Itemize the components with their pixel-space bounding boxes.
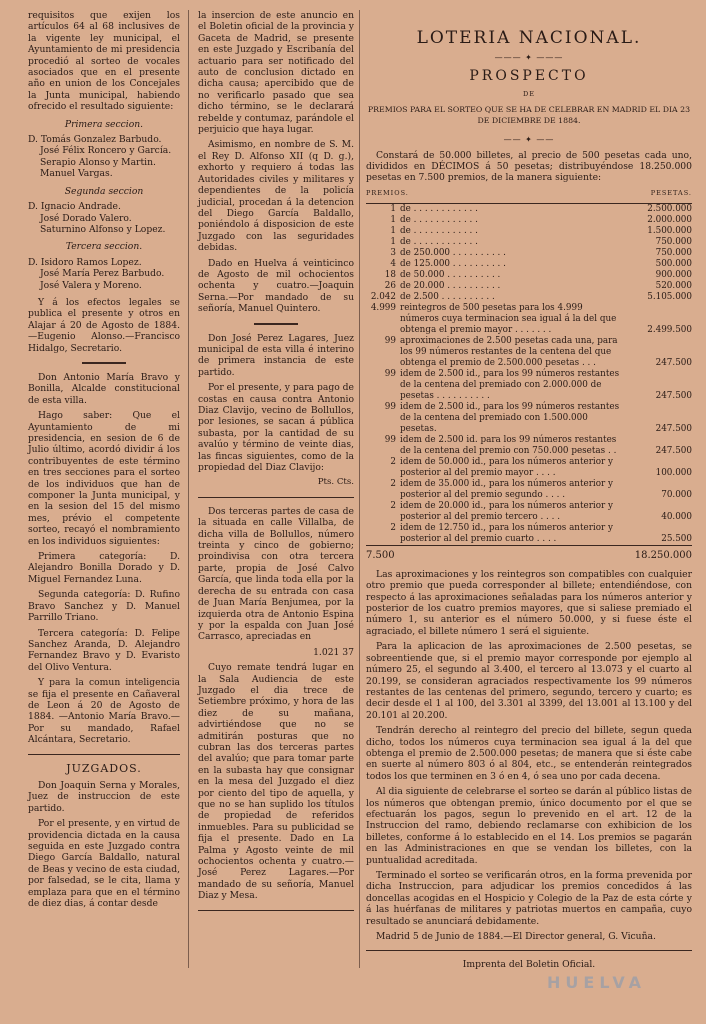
prize-description: de . . . . . . . . . . . . — [400, 214, 478, 225]
paragraph: Para la aplicacion de las aproximaciones de 2.500 pesetas, se sobreentiende que, si el premio mayor corresponde por ejemplo al número 25, el segundo al 3.400, el tercero al 13.073 y el cuarto al 20.199, se consideran agraciados respectivamente los 99 números restantes de las centenas del primero, segundo, tercero y cuarto; es decir desde el 1 al 100, del 3.301 al 3399, del 13.001 al 13.100 y del 20.101 al 20.200. — [366, 641, 692, 721]
paragraph: Terminado el sorteo se verificarán otros, en la forma prevenida por dicha Instruccion, para adjudicar los premios concedidos á las doncellas acogidas en el Hospicio y Colegio de la Paz de esta córte y á las huérfanas de militares y patriotas muertos en campaña, cuyo resultado se anunciará debidamente. — [366, 870, 692, 927]
name-list — [28, 134, 180, 180]
prize-description: aproximaciones de 2.500 pesetas cada una, para los 99 números restantes de la centena del que obtenga el premio de 2.500.000 pesetas . . . — [400, 335, 618, 368]
table-row — [366, 226, 692, 237]
prize-count: 2 — [390, 500, 396, 511]
paragraph: la insercion de este anuncio en el Boletin oficial de la provincia y Gaceta de Madrid, se presente en este Juzgado y Escribanía del actuario para ser notificado del auto de conclusion dictado en dicha causa; apercibido que de no verificarlo pasado que sea dicho término, se le declarará rebelde y contumaz, parándole el perjuicio que haya lugar. — [198, 10, 354, 136]
prize-count: 2.042 — [370, 291, 396, 302]
table-row — [366, 292, 692, 303]
prize-count: 26 — [384, 280, 396, 291]
prize-description: idem de 2.500 id., para los 99 números restantes de la centena del premiado con 1.500.000 pesetas. — [400, 401, 620, 434]
prize-amount: 750.000 — [655, 236, 692, 247]
prize-count: 4 — [390, 258, 396, 269]
column-1 — [28, 10, 180, 913]
section-rule — [198, 497, 354, 498]
paragraph: Segunda categoría: D. Rufino Bravo Sanchez y D. Manuel Parrillo Triano. — [28, 589, 180, 624]
prize-amount: 500.000 — [655, 258, 692, 269]
appraisal-amount: 1.021 37 — [313, 646, 354, 658]
section-title-juzgados: JUZGADOS. — [66, 761, 142, 775]
prize-amount: 900.000 — [655, 269, 692, 280]
prize-description: de . . . . . . . . . . . . — [400, 203, 478, 214]
paragraph: Dado en Huelva á veinticinco de Agosto de mil ochocientos ochenta y cuatro.—Joaquin Serna.—Por mandado de su señoría, Manuel Quintero. — [198, 257, 354, 315]
paragraph: Asimismo, en nombre de S. M. el Rey D. Alfonso XII (q D. g.), exhorto y requiero á todas las Autoridades civiles y militares y dependientes de la policía judicial, procedan á la detencion del Diego García Baldallo, poniéndolo á disposicion de este Juzgado con las seguridades debidas. — [198, 139, 354, 254]
section-rule — [366, 950, 692, 951]
table-row — [366, 259, 692, 270]
separator — [254, 323, 298, 325]
archive-watermark: HUELVA — [547, 972, 646, 992]
name-list — [28, 257, 180, 291]
prize-amount: 5.105.000 — [647, 291, 692, 302]
list-item: José María Perez Barbudo. — [40, 268, 165, 280]
header-premios: PREMIOS. — [366, 188, 622, 204]
prize-description: idem de 12.750 id., para los números anterior y posterior al del premio cuarto . . . . — [400, 522, 614, 544]
paragraph: Y á los efectos legales se publica el presente y otros en Alajar á 20 de Agosto de 1884.—Eugenio Alonso.—Francisco Hidalgo, Secretario. — [28, 296, 180, 354]
column-divider — [188, 10, 189, 968]
prize-amount: 2.499.500 — [647, 324, 692, 335]
header-pesetas: PESETAS. — [622, 188, 692, 204]
prize-count: 1 — [390, 225, 396, 236]
paragraph: Primera categoría: D. Alejandro Bonilla Dorado y D. Miguel Fernandez Luna. — [28, 551, 180, 585]
table-row — [366, 501, 692, 523]
paragraph: requisitos que exijen los artículos 64 al 68 inclusives de la vigente ley municipal, el Ayuntamiento de mi presidencia procedió al sorteo de vocales asociados que en el presente año en union de los Concejales la Junta municipal, habiendo ofrecido el resultado siguiente: — [28, 10, 180, 113]
paragraph: Don Joaquin Serna y Morales, Juez de instruccion de este partido. — [28, 779, 180, 814]
table-total-row — [366, 545, 692, 561]
section-rule — [198, 910, 354, 911]
prize-count: 1 — [390, 214, 396, 225]
table-row — [366, 281, 692, 292]
prize-count: 18 — [384, 269, 396, 280]
prize-amount: 40.000 — [661, 511, 692, 522]
prize-count: 99 — [384, 434, 396, 445]
table-row — [366, 215, 692, 226]
table-row — [366, 270, 692, 281]
list-item: José Valera y Moreno. — [40, 279, 142, 291]
table-header — [366, 188, 692, 204]
table-row — [366, 523, 692, 546]
list-item: Serapio Alonso y Martin. — [40, 156, 156, 168]
column-2 — [198, 10, 354, 919]
paragraph: Por el presente, y en virtud de providencia dictada en la causa seguida en este Juzgado contra Diego García Baldallo, natural de Beas y vecino de esta ciudad, por falsedad, se le cita, llama y emplaza para que en el término de diez dias, á contar desde — [28, 818, 180, 910]
prize-amount: 2.000.000 — [647, 214, 692, 225]
paragraph: Tendrán derecho al reintegro del precio del billete, segun queda dicho, todos los números cuya terminacion sea igual á la del que obtenga el premio de 2.500.000 pesetas; de manera que si éste cabe en suerte al número 803 ó al 804, etc., se entenderán reintegrados todos los que terminen en 3 ó en 4, ó sea uno por cada decena. — [366, 725, 692, 782]
prize-amount: 25.500 — [661, 533, 692, 544]
prize-description: de 250.000 . . . . . . . . . . — [400, 247, 506, 258]
prize-amount: 750.000 — [655, 247, 692, 258]
total-amount: 18.250.000 — [622, 545, 692, 561]
signature-line: Madrid 5 de Junio de 1884.—El Director general, G. Vicuña. — [376, 931, 656, 943]
paragraph: Por el presente, y para pago de costas en causa contra Antonio Diaz Clavijo, vecino de Bollullos, por lesiones, se sacan á pública subasta, por la cantidad de su avalúo y término de veinte dias, las fincas siguientes, como de la propiedad del Diaz Clavijo: — [198, 382, 354, 474]
prize-count: 1 — [390, 203, 396, 214]
prize-count: 3 — [390, 247, 396, 258]
list-item: Manuel Vargas. — [40, 168, 113, 180]
prize-description: idem de 50.000 id., para los números anterior y posterior al del premio mayor . . . . — [400, 456, 614, 478]
prize-description: de . . . . . . . . . . . . — [400, 225, 478, 236]
section-rule — [28, 754, 180, 755]
list-item: José Dorado Valero. — [40, 212, 132, 224]
paragraph: Don Antonio María Bravo y Bonilla, Alcalde constitucional de esta villa. — [28, 371, 180, 406]
paragraph: Y para la comun inteligencia se fija el presente en Cañaveral de Leon á 20 de Agosto de 1884. —Antonio María Bravo.—Por su mandado, Rafael Alcántara, Secretario. — [28, 677, 180, 746]
paragraph: Al dia siguiente de celebrarse el sorteo se darán al público listas de los números que obtengan premio, único documento por el que se efectuarán los pagos, segun lo prevenido en el art. 12 de la Instruccion del ramo, debiendo reclamarse con exhibicion de los billetes, conforme á lo establecido en el 14. Los premios se pagarán en las Administraciones en que se vendan los billetes, con la puntualidad acreditada. — [366, 786, 692, 866]
paragraph: Tercera categoría: D. Felipe Sanchez Aranda, D. Alejandro Fernandez Bravo y D. Evaristo del Olivo Ventura. — [28, 627, 180, 673]
column-3-loteria — [366, 10, 692, 971]
section-heading: Tercera seccion. — [65, 241, 143, 253]
prize-count: 2 — [390, 478, 396, 489]
prize-description: reintegros de 500 pesetas para los 4.999 números cuya terminacion sea igual á la del que obtenga el premio mayor . . . . . . . — [400, 302, 617, 335]
table-row — [366, 203, 692, 215]
prize-amount: 1.500.000 — [647, 225, 692, 236]
prize-description: idem de 2.500 id., para los 99 números restantes de la centena del premiado con 2.000.000 de pesetas . . . . . . . . . . — [400, 368, 620, 401]
list-item: D. Tomás Gonzalez Barbudo. — [28, 134, 162, 146]
name-list — [28, 201, 180, 235]
table-row — [366, 479, 692, 501]
section-heading: Primera seccion. — [64, 118, 144, 130]
table-row — [366, 336, 692, 369]
prize-amount: 70.000 — [661, 489, 692, 500]
table-row — [366, 457, 692, 479]
prize-amount: 247.500 — [655, 357, 692, 368]
prize-amount: 247.500 — [655, 390, 692, 401]
list-item: Saturnino Alfonso y Lopez. — [40, 223, 166, 235]
prize-description: idem de 20.000 id., para los números anterior y posterior al del premio tercero . . . . — [400, 500, 614, 522]
total-count: 7.500 — [366, 545, 622, 561]
lottery-subtitle: PREMIOS PARA EL SORTEO QUE SE HA DE CELEBRAR EN MADRID EL DIA 23 DE DICIEMBRE DE 1884. — [367, 105, 691, 126]
prize-count: 4.999 — [370, 302, 396, 313]
prize-amount: 247.500 — [655, 445, 692, 456]
prospecto-heading: PROSPECTO — [469, 68, 589, 85]
loteria-title: LOTERIA NACIONAL. — [416, 28, 642, 48]
prize-count: 99 — [384, 335, 396, 346]
column-divider — [359, 10, 360, 968]
prize-count: 99 — [384, 368, 396, 379]
prize-description: de 2.500 . . . . . . . . . . — [400, 291, 495, 302]
prize-amount: 247.500 — [655, 423, 692, 434]
prize-description: idem de 35.000 id., para los números anterior y posterior al del premio segundo . . . . — [400, 478, 614, 500]
list-item: D. Isidoro Ramos Lopez. — [28, 256, 142, 268]
paragraph: Dos terceras partes de casa de la situada en calle Villalba, de dicha villa de Bollullos, número treinta y cinco de gobierno; proindivisa con otra tercera parte, propia de José Calvo García, que linda toda ella por la derecha de su entrada con casa de Juan María Benjumea, por la izquierda otra de Antonio Espina y por la espalda con Juan José Carrasco, apreciadas en — [198, 505, 354, 643]
table-row — [366, 303, 692, 336]
prize-amount: 100.000 — [655, 467, 692, 478]
prize-count: 99 — [384, 401, 396, 412]
prize-amount: 2.500.000 — [647, 203, 692, 214]
ornament-divider: ——— ✦ ——— — [494, 53, 564, 62]
prize-count: 2 — [390, 522, 396, 533]
prize-amount: 520.000 — [655, 280, 692, 291]
prize-description: de 50.000 . . . . . . . . . . — [400, 269, 501, 280]
de-label: DE — [523, 89, 535, 98]
list-item: D. Ignacio Andrade. — [28, 201, 121, 213]
separator — [82, 362, 126, 364]
imprint: Imprenta del Boletin Oficial. — [462, 959, 596, 971]
table-row — [366, 435, 692, 457]
paragraph: Cuyo remate tendrá lugar en la Sala Audiencia de este Juzgado el dia trece de Setiembre próximo, y hora de las diez de su mañana, advirtiéndose que no se admitirán posturas que no cubran las dos terceras partes del avalúo; que para tomar parte en la subasta hay que consignar en la mesa del Juzgado el diez por ciento del tipo de aquella, y que no se han suplido los títulos de propiedad de referidos inmuebles. Para su publicidad se fija el presente. Dado en La Palma y Agosto veinte de mil ochocientos ochenta y cuatro.—José Perez Lagares.—Por mandado de su señoría, Manuel Diaz y Mesa. — [198, 662, 354, 902]
table-row — [366, 369, 692, 402]
ornament-divider: —— ✦ —— — [503, 135, 555, 145]
currency-header: Pts. Cts. — [317, 477, 354, 488]
prize-description: de 20.000 . . . . . . . . . . — [400, 280, 501, 291]
section-heading: Segunda seccion — [64, 185, 144, 197]
table-row — [366, 237, 692, 248]
prize-description: de . . . . . . . . . . . . — [400, 236, 478, 247]
list-item: José Félix Roncero y García. — [40, 145, 172, 157]
prize-count: 1 — [390, 236, 396, 247]
table-row — [366, 248, 692, 259]
paragraph: Las aproximaciones y los reintegros son compatibles con cualquier otro premio que pueda corresponder al billete; entendiéndose, con respecto á las aproximaciones señaladas para los números anterior y posterior de los cuatro premios mayores, que si saliese premiado el número 1, su anterior es el número 50.000, y si fuese éste el agraciado, el billete número 1 será el siguiente. — [366, 568, 692, 637]
prize-count: 2 — [390, 456, 396, 467]
prize-table — [366, 188, 692, 561]
paragraph: Don José Perez Lagares, Juez municipal de esta villa é interino de primera instancia de este partido. — [198, 332, 354, 378]
table-row — [366, 402, 692, 435]
paragraph: Hago saber: Que el Ayuntamiento de mi presidencia, en sesion de 6 de Julio último, acordó dividir á los contribuyentes de este término en tres secciones para el sorteo de los individuos que han de componer la Junta municipal, y en la sesion del 15 del mismo mes, prévio el competente sorteo, recayó el nombramiento en los individuos siguientes: — [28, 410, 180, 547]
paragraph: Constará de 50.000 billetes, al precio de 500 pesetas cada uno, divididos en DÉCIMOS á 50 pesetas; distribuyéndose 18.250.000 pesetas en 7.500 premios, de la manera siguiente: — [366, 149, 692, 184]
prize-description: de 125.000 . . . . . . . . . . — [400, 258, 506, 269]
prize-description: idem de 2.500 id. para los 99 números restantes de la centena del premio con 750.000 pesetas . . — [400, 434, 617, 456]
